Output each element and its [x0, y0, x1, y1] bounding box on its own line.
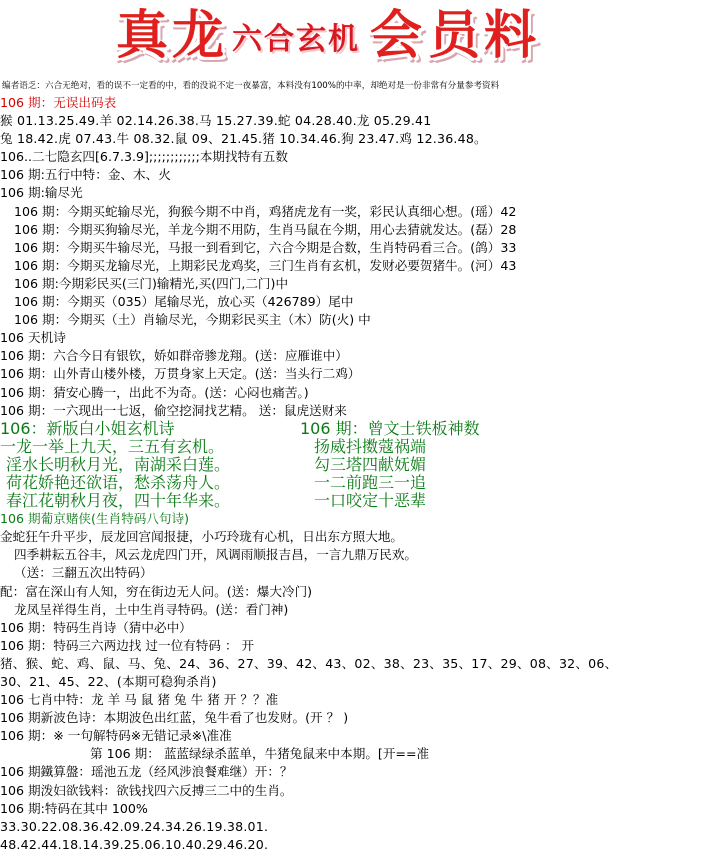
iron-board-line-1: 扬威抖擞蔻祸端	[314, 436, 427, 456]
line-lose-all-4: 106 期：今期买龙输尽光，上期彩民龙鸡奖，三门生肖有玄机，发财必要贺猪牛。(河）43	[14, 257, 517, 273]
line-five-elements: 106 期:五行中特：金、木、火	[0, 167, 171, 183]
banner-char-5: 玄	[296, 22, 326, 57]
two-column-row	[0, 492, 720, 510]
line-color-hint: 第 106 期： 蓝蓝绿绿杀蓝单，牛猪兔鼠来中本期。[开==准	[90, 746, 430, 762]
two-column-row-title	[0, 420, 720, 438]
section-title-white-lady-poem: 106：新版白小姐玄机诗	[0, 418, 175, 438]
line-abacus: 106 期鐵算盤：瑶池五龙（经风涉浪餐难继）开：？	[0, 764, 293, 780]
line-number-list-2: 48.42.44.18.14.39.25.06.10.40.29.46.20.	[0, 836, 269, 852]
banner-char-9: 料	[484, 5, 535, 66]
line-lose-all-6: 106 期：今期买（035）尾输尽光，放心买（426789）尾中	[14, 294, 354, 310]
line-lose-all-2: 106 期：今期买狗输尽光，羊龙今期不用防，生肖马鼠在今期，用心去猜就发达。(磊）28	[14, 221, 517, 237]
white-lady-line-3: 荷花娇艳还欲语，愁杀荡舟人。	[6, 472, 231, 492]
section-title-gambler-poem: 106 期葡京赌侠(生肖特码八句诗)	[0, 511, 189, 527]
banner-title	[0, 0, 720, 76]
banner-char-1: 真	[116, 5, 167, 66]
white-lady-line-4: 春江花朝秋月夜，四十年华来。	[6, 491, 231, 511]
section-title-iron-board: 106 期：曾文士铁板神数	[300, 418, 480, 438]
line-seven-zodiac: 106 七肖中特：龙 羊 马 鼠 猪 兔 牛 猪 开 ？？准	[0, 692, 279, 708]
gambler-poem-line-2: 四季耕耘五谷丰，风云龙虎四门开，风调雨顺报吉昌，一言九鼎万民欢。	[14, 547, 417, 563]
banner-char-6: 机	[328, 22, 358, 57]
line-wave-color: 106 期新波色诗：本期波色出红蓝，兔牛看了也发财。(开 ？ )	[0, 710, 349, 726]
line-one-phrase: 106 期：※ 一句解特码※无错记录※\准准	[0, 728, 232, 744]
two-column-row	[0, 474, 720, 492]
line-hidden-numbers: 106..二七隐玄四[6.7.3.9];;;;;;;;;;;;本期找特有五数	[0, 149, 288, 165]
line-lose-all-7: 106 期：今期买（土）肖输尽光，今期彩民买主（木）防(火) 中	[14, 312, 371, 328]
iron-board-line-2: 勾三塔四献妩媚	[314, 454, 427, 474]
gambler-poem-line-1: 金蛇狂午升平步，辰龙回宫闻报捷，小巧玲珑有心机，日出东方照大地。	[0, 529, 403, 545]
line-lose-all-3: 106 期：今期买牛输尽光，马报一到看到它，六合今期是合数，生肖特码看三合。(鸽）33	[14, 239, 517, 255]
line-three-six: 106 期：特码三六两边找 过一位有特码 ： 开	[0, 637, 255, 653]
banner-char-3: 六	[232, 22, 262, 57]
content-lines	[0, 94, 720, 854]
disclaimer: 编者语乏：六合无绝对，看的误不一定看的中，看的没说不定一夜暴富，本料没有100%的中率，却绝对是一份非常有分量参考资料	[2, 81, 500, 91]
white-lady-line-2: 淫水长明秋月光，南湖采白莲。	[6, 454, 231, 474]
two-column-row	[0, 438, 720, 456]
section-title-heaven-poem: 106 天机诗	[0, 330, 66, 346]
banner-char-7: 会	[370, 5, 421, 66]
white-lady-line-1: 一龙一举上九天，三五有玄机。	[0, 436, 225, 456]
line-special-in-list: 106 期:特码在其中 100%	[0, 800, 148, 816]
line-poem-3: 106 期：猜安心腾一，出此不为奇。(送：心闷也痛苦。)	[0, 384, 309, 400]
gambler-poem-gift: （送：三翻五次出特码）	[14, 565, 153, 581]
line-lose-all-1: 106 期：今期买蛇输尽光，狗猴今期不中肖，鸡猪虎龙有一奖，彩民认真细心想。(瑶）42	[14, 203, 517, 219]
section-title-no-error-table: 106 期：无误出码表	[0, 95, 117, 110]
line-poem-4: 106 期：一六现出一七返，偷空挖洞找艺精。 送：鼠虎送财来	[0, 402, 347, 418]
line-money-hint: 106 期泼妇欲钱料：欲钱找四六反搏三二中的生肖。	[0, 782, 293, 798]
line-poem-2: 106 期：山外青山楼外楼，万贯身家上天定。(送：当头行二鸡）	[0, 366, 361, 382]
line-pairing: 配：富在深山有人知，穷在街边无人问。(送：爆大冷门)	[0, 583, 313, 599]
zodiac-number-row-2: 兔 18.42.虎 07.43.牛 08.32.鼠 09、21.45.猪 10.34.46.狗 23.47.鸡 12.36.48。	[0, 131, 487, 147]
two-column-row	[0, 456, 720, 474]
line-number-list-1: 33.30.22.08.36.42.09.24.34.26.19.38.01.	[0, 818, 269, 834]
banner-char-2: 龙	[172, 5, 223, 66]
line-lose-all-5: 106 期:今期彩民买(三门)输精光,买(四门,二门)中	[14, 275, 289, 291]
line-candidate-numbers-1: 猪、猴、蛇、鸡、鼠、马、兔、24、36、27、39、42、43、02、38、23、35、17、29、08、32、06、	[0, 655, 618, 671]
line-special-zodiac-poem: 106 期：特码生肖诗（猜中必中）	[0, 619, 192, 635]
banner-char-8: 员	[428, 5, 479, 66]
line-candidate-numbers-2: 30、21、45、22、(本期可稳狗杀肖)	[0, 674, 217, 689]
line-dragon-phoenix: 龙凤呈祥得生肖，土中生肖寻特码。(送：看门神)	[14, 601, 289, 617]
iron-board-line-4: 一口咬定十恶辈	[314, 491, 427, 511]
line-lose-all-title: 106 期:输尽光	[0, 185, 83, 201]
iron-board-line-3: 一二前跑三一追	[314, 472, 427, 492]
line-poem-1: 106 期：六合今日有银钦，娇如群帝骖龙翔。(送：应雁谁中）	[0, 348, 348, 364]
zodiac-number-row-1: 猴 01.13.25.49.羊 02.14.26.38.马 15.27.39.蛇 04.28.40.龙 05.29.41	[0, 113, 432, 129]
banner-char-4: 合	[264, 22, 294, 57]
